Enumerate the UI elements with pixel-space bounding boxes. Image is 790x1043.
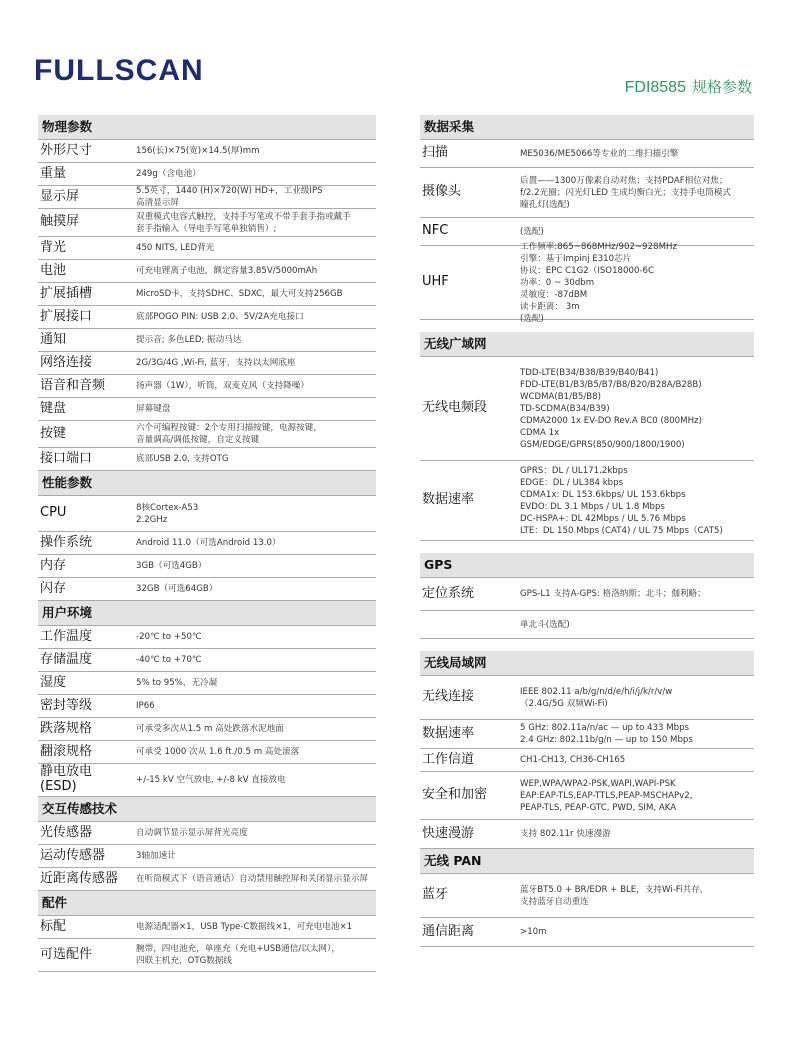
spec-row	[38, 283, 376, 306]
spec-label: 键盘	[40, 400, 67, 416]
spec-label: NFC	[422, 223, 449, 239]
spec-label: 扩展接口	[40, 308, 93, 324]
spec-label: 闪存	[40, 580, 67, 596]
spec-label: 静电放电 (ESD)	[40, 764, 93, 794]
spec-value: 32GB（可选64GB）	[136, 584, 218, 594]
spec-label: 可选配件	[40, 946, 93, 962]
spec-value: 自动调节显示显示屏背光亮度	[136, 828, 248, 838]
spec-row	[38, 163, 376, 186]
spec-label: 跌落规格	[40, 720, 93, 736]
spec-label: 无线电频段	[422, 400, 488, 416]
spec-label: 摄像头	[422, 184, 462, 200]
spec-row	[38, 237, 376, 260]
spec-row	[38, 448, 376, 471]
spec-row	[38, 421, 376, 448]
spec-value: 扬声器（1W），听筒，双麦克风（支持降噪）	[136, 381, 309, 391]
spec-value: 底部USB 2.0, 支持OTG	[136, 454, 229, 464]
spec-row	[38, 398, 376, 421]
spec-label: 工作信道	[422, 751, 475, 767]
spec-value: GPRS：DL / UL171.2kbps EDGE：DL / UL384 kbps CDMA1x: DL 153.6kbps/ UL 153.6kbps EVDO: DL 3.1 Mbps / UL 1.8 Mbps DC-HSPA+: DL 42Mbps / UL 5.76 Mbps LTE：DL 150 Mbps (CAT4) / UL 75 Mbps（CAT5)	[520, 465, 723, 536]
section-header: 用户环境	[38, 601, 376, 626]
spec-row	[38, 496, 376, 532]
spec-row	[420, 918, 754, 947]
spec-row	[38, 306, 376, 329]
model-number: FDI8585	[624, 79, 686, 96]
spec-label: CPU	[40, 505, 67, 521]
spec-value: 底部POGO PIN: USB 2.0、5V/2A充电接口	[136, 312, 304, 322]
spec-value: 156(长)×75(宽)×14.5(厚)mm	[136, 146, 260, 156]
spec-value: >10m	[520, 927, 547, 937]
spec-label: 标配	[40, 918, 67, 934]
spec-label: 快速漫游	[422, 825, 475, 841]
spec-value: 六个可编程按键：2个专用扫描按键，电源按键， 音量调高/调低按键，自定义按键	[136, 423, 322, 445]
spec-label: 扫描	[422, 145, 449, 161]
spec-row	[38, 916, 376, 939]
spec-value: 2G/3G/4G ,Wi-Fi, 蓝牙，支持以太网底座	[136, 358, 296, 368]
spec-value: TDD-LTE(B34/B38/B39/B40/B41) FDD-LTE(B1/B3/B5/B7/B8/B20/B28A/B28B) WCDMA(B1/B5/B8) TD-SCDMA(B34/B39) CDMA2000 1x EV-DO Rev.A BC0 (800MHz) CDMA 1x GSM/EDGE/GPRS(850/900/1800/1900)	[520, 367, 702, 450]
spec-value: CH1-CH13, CH36-CH165	[520, 755, 626, 765]
spec-value: -20℃ to +50℃	[136, 632, 202, 642]
spec-label: 运动传感器	[40, 847, 106, 863]
spec-value: 双重模式电容式触控，支持手写笔或不带手套手指或戴手 套手指输入（导电手写笔单独销售）;	[136, 211, 351, 234]
section-header: 无线 PAN	[420, 849, 754, 874]
spec-value: 电源适配器×1，USB Type-C数据线×1，可充电电池×1	[136, 922, 353, 932]
spec-row	[38, 626, 376, 649]
page-title	[625, 76, 752, 97]
spec-row	[38, 532, 376, 555]
spec-row	[38, 695, 376, 718]
spec-label: 显示屏	[40, 188, 80, 204]
spec-row	[38, 741, 376, 764]
spec-row	[38, 375, 376, 398]
section-gap	[420, 541, 754, 553]
spec-row	[420, 772, 754, 820]
section-header: 配件	[38, 891, 376, 916]
spec-value: 后置——1300万像素自动对焦；支持PDAF相位对焦； f/2.2光圈；闪光灯LED 生成均衡白光；支持手电筒模式 瞳孔灯(选配)	[520, 175, 732, 210]
spec-value: 腕带，四电池充，单座充（充电+USB通信/以太网）， 四联主机充，OTG数据线	[136, 944, 340, 966]
spec-value: 提示音; 多色LED; 振动马达	[136, 335, 242, 345]
spec-row	[38, 822, 376, 845]
spec-label: 数据速率	[422, 725, 475, 741]
spec-row	[38, 209, 376, 237]
spec-row	[38, 764, 376, 797]
spec-label: 网络连接	[40, 354, 93, 370]
section-header: 无线局域网	[420, 651, 754, 676]
spec-value: GPS-L1 支持A-GPS: 格洛纳斯；北斗；伽利略；	[520, 589, 706, 599]
spec-value: Android 11.0（可选Android 13.0）	[136, 538, 281, 548]
spec-row	[38, 939, 376, 972]
spec-label: 光传感器	[40, 824, 93, 840]
spec-row	[38, 672, 376, 695]
section-header: 无线广域网	[420, 332, 754, 357]
spec-value: 屏幕键盘	[136, 404, 171, 414]
spec-label: 数据速率	[422, 492, 475, 508]
spec-value: IP66	[136, 701, 155, 711]
spec-value: IEEE 802.11 a/b/g/n/d/e/h/i/j/k/r/v/w （2.4G/5G 双频Wi-Fi)	[520, 686, 673, 709]
left-spec-column	[38, 115, 376, 972]
spec-label: 翻滚规格	[40, 743, 93, 759]
spec-label: 按键	[40, 425, 67, 441]
spec-value: +/-15 kV 空气放电, +/-8 kV 直接放电	[136, 775, 286, 785]
spec-value: 5 GHz: 802.11a/n/ac — up to 433 Mbps 2.4 GHz: 802.11b/g/n — up to 150 Mbps	[520, 723, 693, 745]
spec-row	[38, 845, 376, 868]
spec-value: 在听筒模式下（语音通话）自动禁用触控屏和关闭显示显示屏	[136, 874, 369, 884]
spec-value: WEP,WPA/WPA2-PSK,WAPI,WAPI-PSK EAP:EAP-TLS,EAP-TTLS,PEAP-MSCHAPv2, PEAP-TLS, PEAP-GTC, PWD, SIM, AKA	[520, 778, 693, 813]
section-gap	[420, 639, 754, 651]
spec-label: 定位系统	[422, 585, 475, 601]
spec-value: 工作频率:865~868MHz/902~928MHz 引擎：基于Impinj E310芯片 协议：EPC C1G2（ISO18000-6C 功率：0 ~ 30dbm 灵敏度：-87dBM 读卡距离： 3m (选配)	[520, 241, 677, 324]
spec-value: (选配)	[520, 226, 544, 237]
spec-label: 背光	[40, 239, 67, 255]
spec-value: MicroSD卡，支持SDHC、SDXC，最大可支持256GB	[136, 289, 343, 299]
spec-value: 3轴加速计	[136, 851, 176, 861]
spec-value: 蓝牙BT5.0 + BR/EDR + BLE，支持Wi-Fi共存， 支持蓝牙自动重连	[520, 884, 709, 907]
spec-label: 密封等级	[40, 697, 93, 713]
spec-title: 规格参数	[691, 78, 752, 96]
spec-label: 无线连接	[422, 689, 475, 705]
spec-row	[38, 260, 376, 283]
spec-label: 安全和加密	[422, 787, 488, 803]
spec-row	[38, 329, 376, 352]
spec-value: 5.5英寸，1440 (H)×720(W) HD+，工业级IPS 高清显示屏	[136, 186, 323, 208]
spec-row	[420, 611, 754, 639]
spec-row	[420, 578, 754, 611]
spec-label: 触摸屏	[40, 214, 80, 230]
spec-label: UHF	[422, 274, 449, 290]
spec-row	[38, 868, 376, 891]
spec-value: 249g（含电池）	[136, 169, 201, 179]
spec-label: 湿度	[40, 674, 67, 690]
spec-value: 支持 802.11r 快速漫游	[520, 829, 611, 839]
spec-row	[38, 186, 376, 209]
spec-label: 近距离传感器	[40, 870, 119, 886]
spec-row	[420, 241, 754, 324]
spec-label: 操作系统	[40, 534, 93, 550]
spec-row	[420, 461, 754, 541]
spec-value: 可充电锂离子电池，额定容量3.85V/5000mAh	[136, 266, 318, 276]
spec-value: 可承受多次从1.5 m 高处跌落水泥地面	[136, 724, 284, 734]
spec-row	[420, 874, 754, 918]
spec-label: 语音和音频	[40, 377, 106, 393]
spec-value: 8核Cortex-A53 2.2GHz	[136, 502, 199, 525]
spec-value: 单北斗(选配)	[520, 619, 570, 630]
section-header: 物理参数	[38, 115, 376, 140]
spec-label: 重量	[40, 165, 67, 181]
spec-label: 蓝牙	[422, 887, 449, 903]
spec-row	[420, 720, 754, 749]
spec-label: 内存	[40, 557, 67, 573]
spec-row	[38, 352, 376, 375]
brand-logo: FULLSCAN	[34, 54, 204, 87]
spec-label: 存储温度	[40, 651, 93, 667]
spec-label: 外形尺寸	[40, 142, 93, 158]
spec-value: 5% to 95%，无冷凝	[136, 678, 218, 688]
spec-row	[420, 749, 754, 772]
section-header: 数据采集	[420, 115, 754, 140]
spec-row	[38, 578, 376, 601]
spec-row	[420, 676, 754, 720]
section-header: 交互传感技术	[38, 797, 376, 822]
spec-row	[420, 140, 754, 168]
spec-row	[38, 555, 376, 578]
spec-row	[420, 357, 754, 461]
spec-row	[420, 168, 754, 218]
spec-value: 3GB（可选4GB）	[136, 561, 207, 571]
spec-value: ME5036/ME5066等专业的二维扫描引擎	[520, 148, 679, 159]
spec-label: 接口端口	[40, 450, 93, 466]
right-spec-column	[420, 115, 754, 947]
spec-row	[38, 718, 376, 741]
spec-label: 工作温度	[40, 628, 93, 644]
section-header: GPS	[420, 553, 754, 578]
spec-row	[38, 140, 376, 163]
spec-label: 通知	[40, 331, 67, 347]
spec-row	[420, 820, 754, 849]
spec-label: 扩展插槽	[40, 285, 93, 301]
spec-label: 电池	[40, 262, 67, 278]
spec-value: 450 NITS, LED背光	[136, 243, 215, 253]
section-header: 性能参数	[38, 471, 376, 496]
spec-value: 可承受 1000 次从 1.6 ft./0.5 m 高处滚落	[136, 747, 300, 757]
spec-label: 通信距离	[422, 923, 475, 939]
spec-row	[38, 649, 376, 672]
spec-value: -40℃ to +70℃	[136, 655, 202, 665]
